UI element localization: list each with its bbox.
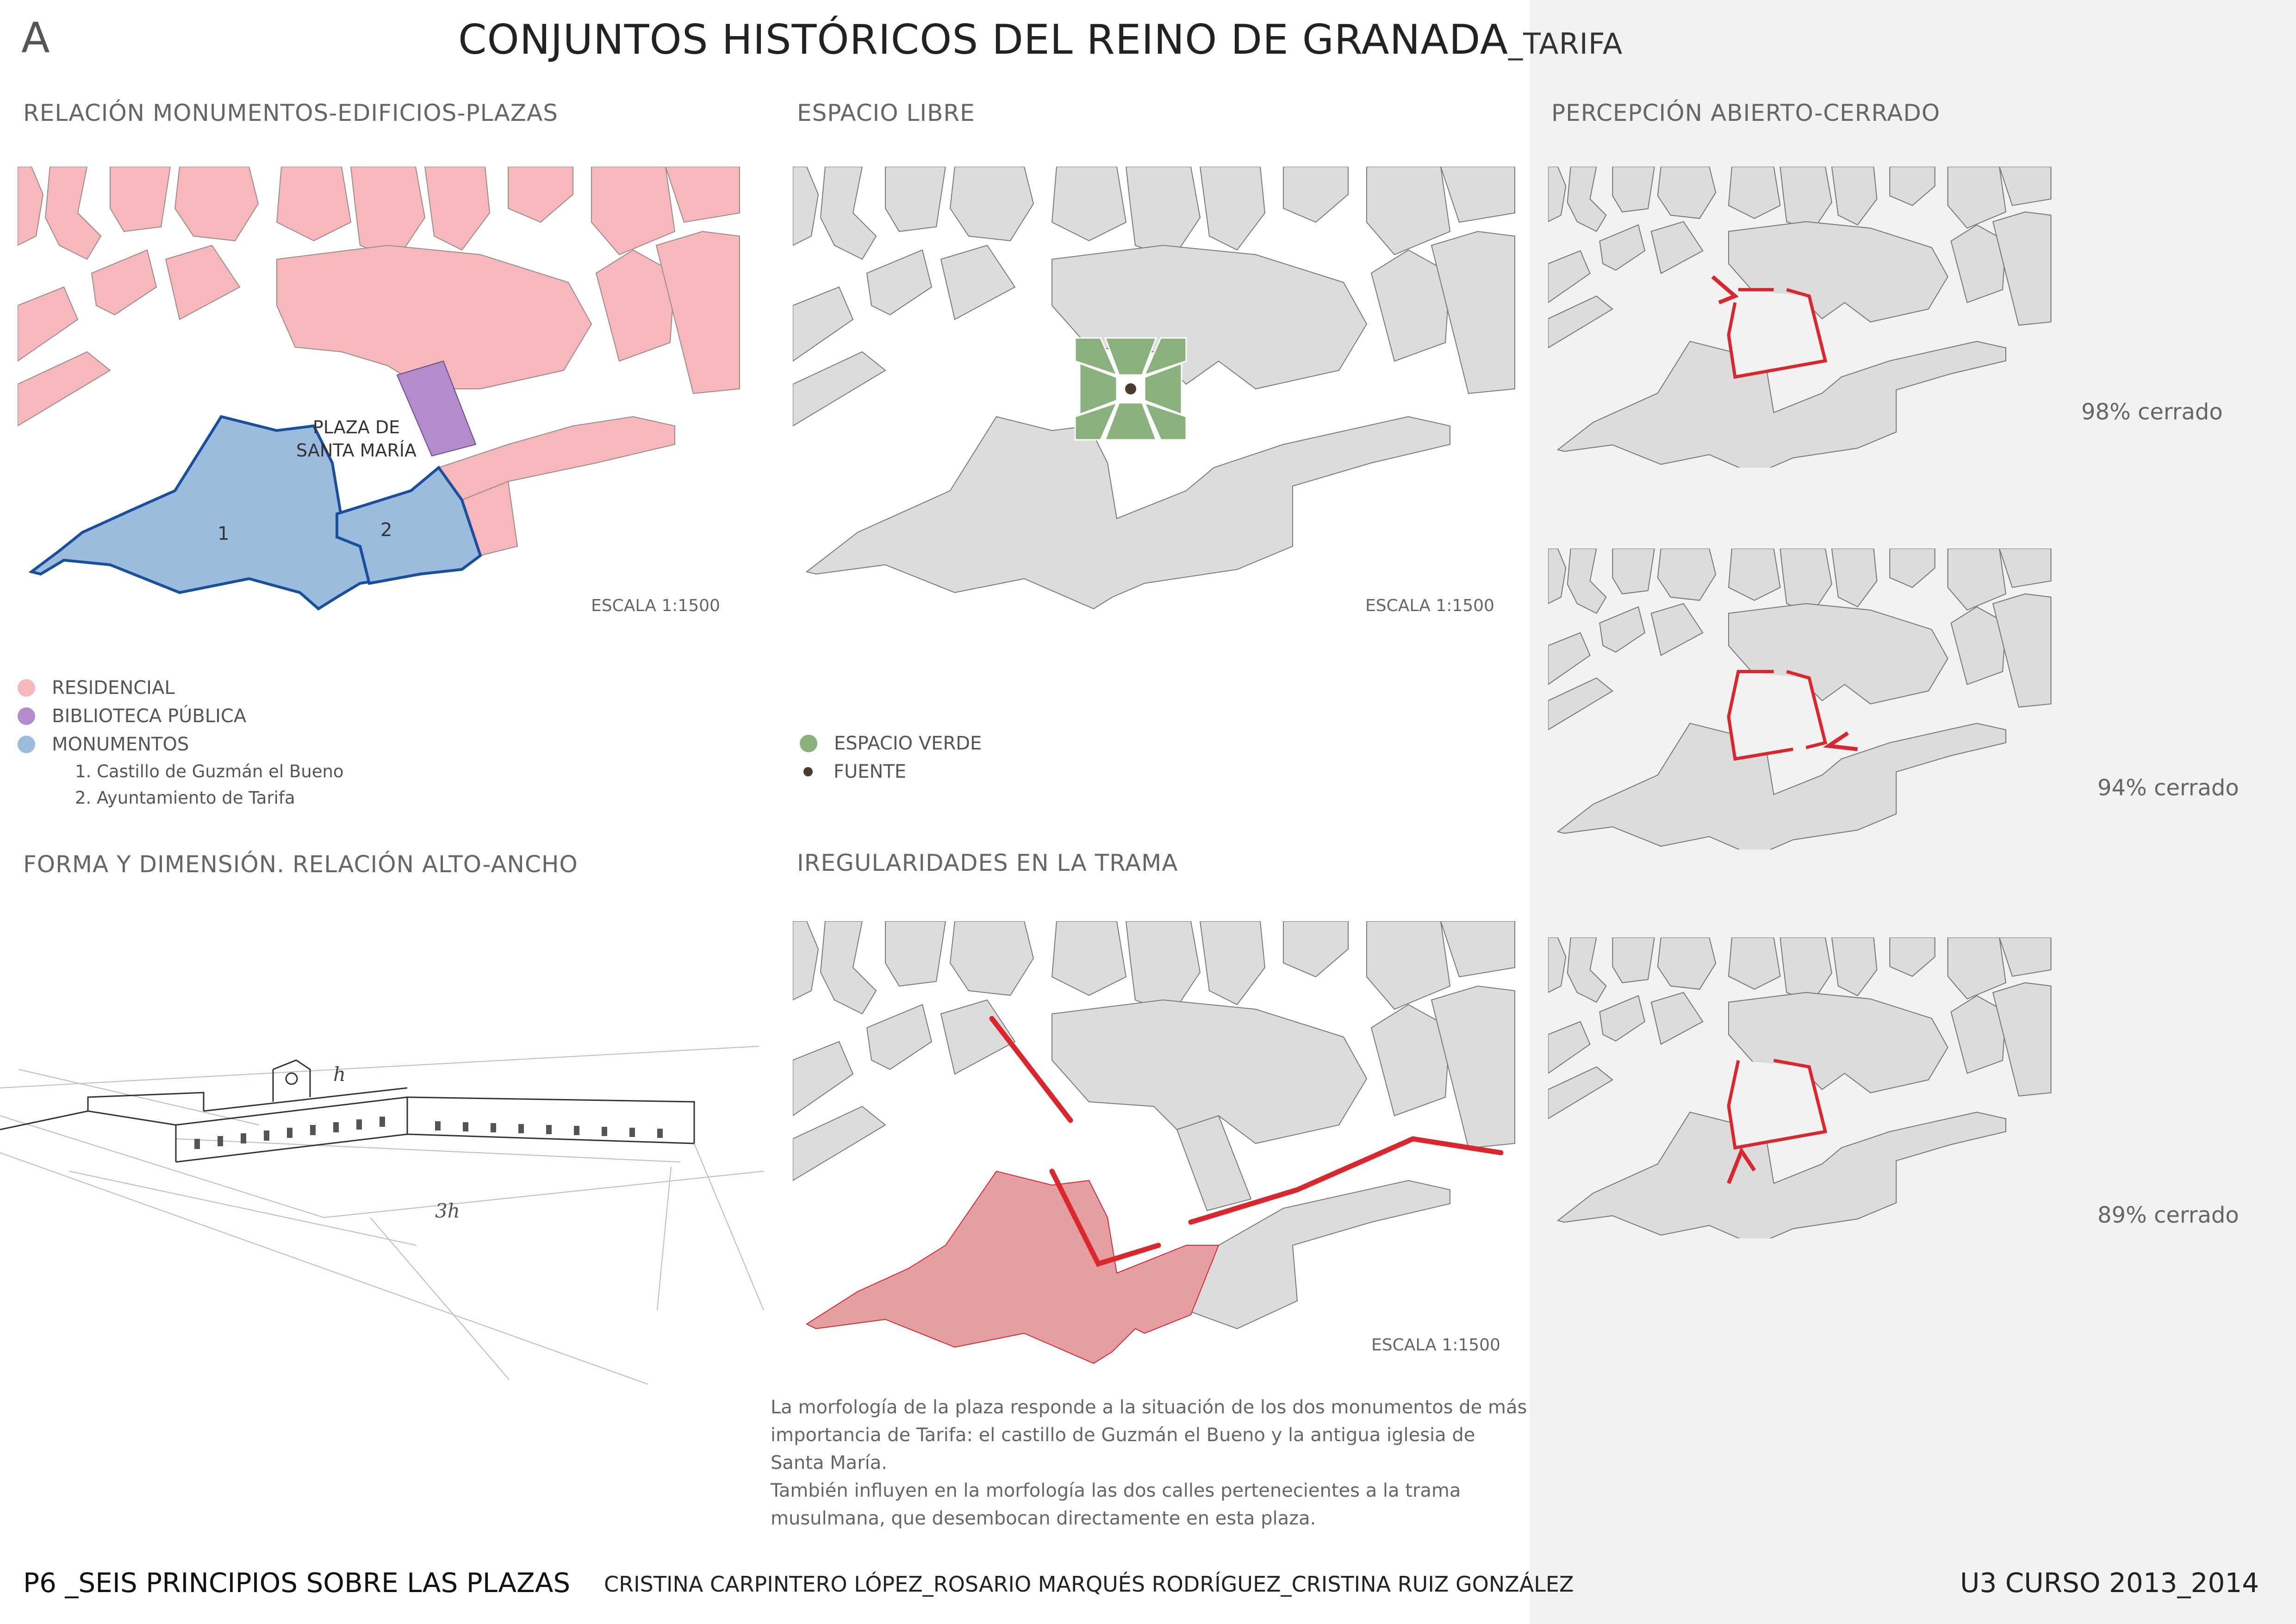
- section-relacion: RELACIÓN MONUMENTOS-EDIFICIOS-PLAZAS: [23, 100, 558, 126]
- title-main: CONJUNTOS HISTÓRICOS DEL REINO DE GRANADA: [458, 16, 1509, 63]
- page-title: [458, 16, 1623, 63]
- sketch-label-3h: 3h: [435, 1199, 460, 1222]
- legend-subitem-1: 1. Castillo de Guzmán el Bueno: [75, 762, 344, 781]
- legend-espacio: [800, 729, 982, 786]
- map-relacion: [18, 167, 742, 620]
- scale-label-3: ESCALA 1:1500: [1371, 1336, 1500, 1355]
- legend-relacion: [18, 674, 344, 811]
- description-paragraph-1: La morfología de la plaza responde a la situación de los dos monumentos de más importancia de Tarifa: el castillo de Guzmán el Bueno y la antigua iglesia de Santa María.: [771, 1397, 1527, 1474]
- sketch-svg: [0, 893, 768, 1403]
- description-text: [771, 1393, 1530, 1532]
- legend-label-fuente: FUENTE: [834, 761, 907, 782]
- legend-item-monumentos: [18, 730, 344, 758]
- footer-authors: CRISTINA CARPINTERO LÓPEZ_ROSARIO MARQUÉS RODRÍGUEZ_CRISTINA RUIZ GONZÁLEZ: [604, 1572, 1574, 1597]
- sketch-label-h: h: [333, 1063, 346, 1086]
- plaza-label-line1: PLAZA DE: [312, 417, 400, 437]
- legend-label-verde: ESPACIO VERDE: [834, 732, 982, 754]
- perception-map-2: [1548, 549, 2053, 849]
- plaza-label-line2: SANTA MARÍA: [296, 440, 417, 461]
- legend-item-biblioteca: [18, 702, 344, 730]
- perspective-sketch: [0, 893, 768, 1403]
- plaza-santa-maria-label: [296, 416, 417, 462]
- perception-map-3: [1548, 937, 2053, 1238]
- perception-svg-1: [1548, 167, 2053, 468]
- title-sub: _TARIFA: [1508, 27, 1623, 61]
- map-espacio-libre: [793, 167, 1517, 620]
- map-relacion-svg: [18, 167, 742, 620]
- legend-item-residencial: [18, 674, 344, 702]
- perception-label-1: 98% cerrado: [2081, 399, 2223, 425]
- footer-course: U3 CURSO 2013_2014: [1960, 1567, 2259, 1599]
- perception-svg-3: [1548, 937, 2053, 1238]
- fuente-swatch: [803, 767, 813, 776]
- verde-swatch: [800, 735, 817, 752]
- legend-label-monumentos: MONUMENTOS: [52, 733, 189, 755]
- perception-arrow-1: [1712, 277, 1735, 303]
- legend-item-verde: [800, 729, 982, 757]
- scale-label-2: ESCALA 1:1500: [1365, 596, 1494, 615]
- map-irregularidades: [793, 921, 1517, 1366]
- perception-label-2: 94% cerrado: [2097, 775, 2239, 801]
- green-garden: [1075, 338, 1186, 440]
- monument-number-2: 2: [380, 519, 392, 541]
- perception-map-1: [1548, 167, 2053, 468]
- monument-number-1: 1: [218, 523, 230, 544]
- map-espacio-svg: [793, 167, 1517, 620]
- legend-label-residencial: RESIDENCIAL: [52, 677, 175, 699]
- map-irregularidades-svg: [793, 921, 1517, 1366]
- scale-label-1: ESCALA 1:1500: [591, 596, 720, 615]
- biblioteca-swatch: [18, 707, 35, 725]
- perception-arrow-2: [1829, 733, 1858, 749]
- legend-item-fuente: [800, 757, 982, 786]
- page-letter: A: [21, 14, 50, 62]
- legend-subitem-2: 2. Ayuntamiento de Tarifa: [75, 788, 295, 808]
- section-irregularidades: IREGULARIDADES EN LA TRAMA: [797, 849, 1178, 876]
- monumentos-swatch: [18, 736, 35, 753]
- description-paragraph-2: También influyen en la morfología las dos calles pertenecientes a la trama musulmana, que desembocan directamente en esta plaza.: [771, 1480, 1461, 1529]
- residencial-swatch: [18, 679, 35, 697]
- perception-svg-2: [1548, 549, 2053, 849]
- section-percepcion: PERCEPCIÓN ABIERTO-CERRADO: [1551, 100, 1941, 126]
- perception-label-3: 89% cerrado: [2097, 1202, 2239, 1228]
- section-espacio-libre: ESPACIO LIBRE: [797, 100, 975, 126]
- legend-label-biblioteca: BIBLIOTECA PÚBLICA: [52, 705, 247, 727]
- section-forma: FORMA Y DIMENSIÓN. RELACIÓN ALTO-ANCHO: [23, 851, 578, 878]
- footer-title: P6 _SEIS PRINCIPIOS SOBRE LAS PLAZAS: [23, 1567, 571, 1599]
- fuente-dot: [1125, 383, 1136, 394]
- monument-area-red: [807, 1171, 1219, 1363]
